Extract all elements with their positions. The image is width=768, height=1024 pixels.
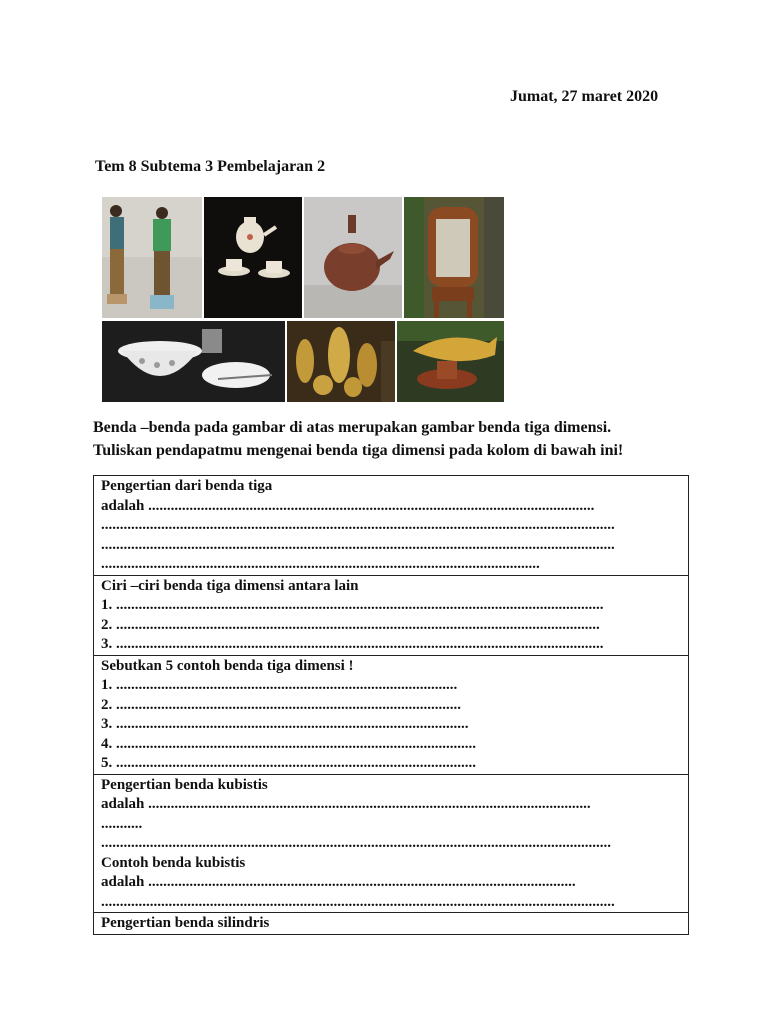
answer-line[interactable]: 1. ..................................................................................................................................: [101, 597, 604, 613]
section-heading: Ciri –ciri benda tiga dimensi antara lain: [101, 577, 359, 594]
answer-line[interactable]: adalah .......................................................................................................................: [101, 497, 595, 514]
examples-section: [94, 656, 688, 775]
answer-line[interactable]: 3. ..............................................................................................: [101, 716, 469, 732]
answer-line[interactable]: .........................................................................................................................................: [101, 893, 615, 910]
batik-figurines-photo: [102, 197, 202, 318]
answer-line[interactable]: adalah ......................................................................................................................: [101, 796, 591, 812]
answer-line[interactable]: 4. ................................................................................................: [101, 735, 476, 752]
characteristics-section: [94, 576, 688, 656]
answer-line[interactable]: 2. .................................................................................................................................: [101, 616, 600, 633]
tea-set-photo: [204, 197, 302, 318]
gold-fish-statue-photo: [397, 321, 504, 402]
answer-line[interactable]: ...........: [101, 815, 143, 832]
wooden-cabinet-photo: [404, 197, 504, 318]
section-heading: Contoh benda kubistis: [101, 854, 246, 871]
answer-line[interactable]: adalah ..................................................................................................................: [101, 874, 576, 890]
answer-line[interactable]: .........................................................................................................................................: [101, 536, 615, 553]
cubistic-section: [94, 775, 688, 914]
definition-section: [94, 476, 688, 576]
clay-kettle-photo: [304, 197, 402, 318]
photo-collage: [102, 197, 504, 402]
cylindrical-section: [94, 913, 688, 934]
answer-line[interactable]: 5. ................................................................................................: [101, 755, 476, 771]
instruction-line: Tuliskan pendapatmu mengenai benda tiga dimensi pada kolom di bawah ini!: [93, 442, 624, 459]
answer-line[interactable]: .....................................................................................................................: [101, 556, 540, 572]
instructions: [93, 416, 693, 462]
answer-line[interactable]: .........................................................................................................................................: [101, 517, 615, 533]
worksheet-table: [93, 475, 689, 935]
section-heading: Sebutkan 5 contoh benda tiga dimensi !: [101, 657, 354, 674]
section-heading: Pengertian dari benda tiga: [101, 478, 273, 494]
brass-vases-photo: [287, 321, 395, 402]
section-heading: Pengertian benda silindris: [101, 915, 270, 931]
colander-plate-photo: [102, 321, 285, 402]
answer-line[interactable]: 1. ...........................................................................................: [101, 677, 458, 693]
answer-line[interactable]: ........................................................................................................................................: [101, 835, 611, 851]
answer-line[interactable]: 3. ..................................................................................................................................: [101, 636, 604, 652]
answer-line[interactable]: 2. ............................................................................................: [101, 696, 461, 713]
date-text: Jumat, 27 maret 2020: [510, 88, 659, 105]
section-heading: Pengertian benda kubistis: [101, 776, 268, 793]
subtitle-text: Tem 8 Subtema 3 Pembelajaran 2: [95, 158, 326, 175]
instruction-line: Benda –benda pada gambar di atas merupakan gambar benda tiga dimensi.: [93, 419, 612, 436]
